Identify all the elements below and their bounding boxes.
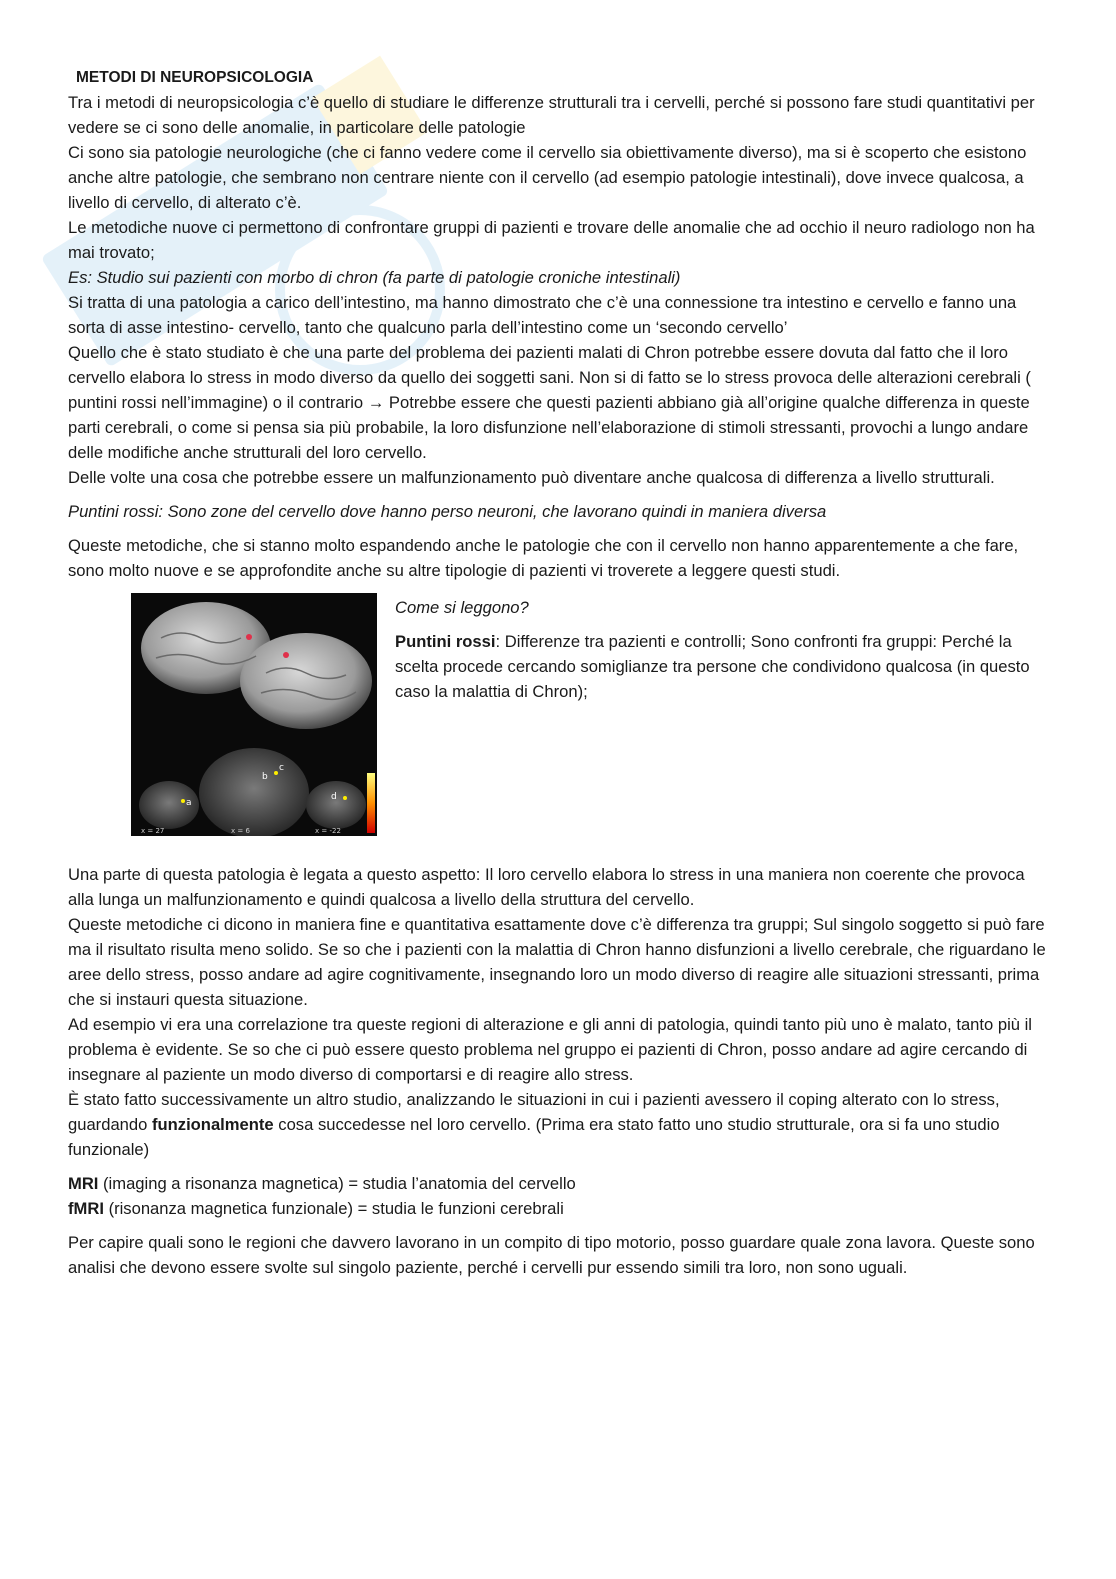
text-span: cosa succedesse nel loro cervello. (Prima era stato fatto uno studio strutturale, ora si fa uno studio funzionale) [68,1115,1000,1159]
hotspot [283,652,289,658]
figure-description-text: : Differenze tra pazienti e controlli; Sono confronti fra gruppi: Perché la scelta procede cercando somiglianze tra persone che condividono qualcosa (in questo caso la malattia di Chron); [395,632,1030,701]
paragraph: Per capire quali sono le regioni che davvero lavorano in un compito di tipo motorio, posso guardare quale zona lavora. Queste sono analisi che devono essere svolte sul singolo paziente, perché i cervelli pur essendo simili tra loro, non sono uguali. [68,1233,1035,1277]
color-scale-bar [367,773,375,833]
mri-text: (imaging a risonanza magnetica) = studia l’anatomia del cervello [98,1174,576,1193]
paragraph: Quello che è stato studiato è che una parte del problema dei pazienti malati di Chron potrebbe essere dovuta dal fatto che il loro cervello elabora lo stress in modo diverso da quello dei soggetti sani. Non si di fatto se lo stress provoca delle alterazioni cerebrali ( puntini rossi nell’immagine) o il contrario → Potrebbe essere che questi pazienti abbiano già all’origine qualche differenza in queste parti cerebrali, o come si pensa sia più probabile, la loro disfunzione nell’elaborazione di stimoli stressanti, provochi a lungo andare delle modifiche anche strutturali del loro cervello. [68,343,1031,462]
hotspot [246,634,252,640]
label-c: c [279,763,284,773]
paragraph [68,1087,1048,1162]
brain-right-view [240,633,372,729]
mri-term: MRI [68,1174,99,1193]
label-a: a [186,798,192,808]
fmri-term: fMRI [68,1199,104,1218]
bold-term: funzionalmente [151,1115,274,1134]
document-body [68,66,1048,1280]
red-dots-note: Puntini rossi: Sono zone del cervello dove hanno perso neuroni, che lavorano quindi in maniera diversa [68,502,827,521]
paragraph: Delle volte una cosa che potrebbe essere un malfunzionamento può diventare anche qualcosa di differenza a livello strutturali. [68,468,995,487]
figure-explanation [395,595,1045,836]
mri-definition [68,1171,1048,1196]
paragraph: Ad esempio vi era una correlazione tra queste regioni di alterazione e gli anni di patologia, quindi tanto più uno è malato, tanto più il problema è evidente. Se so che ci può essere questo problema nel gruppo ei pazienti di Chron, posso andare ad agire cercando di insegnare al paziente un modo diverso di comportarsi e di reagire allo stress. [68,1015,1032,1084]
paragraph: Tra i metodi di neuropsicologia c’è quello di studiare le differenze strutturali tra i cervelli, perché si possono fare studi quantitativi per vedere se ci sono delle anomalie, in particolare delle patologie [68,93,1035,137]
figure-row [68,593,1048,836]
paragraph: Queste metodiche ci dicono in maniera fine e quantitativa esattamente dove c’è differenza tra gruppi; Sul singolo soggetto si può fare ma il risultato risulta meno solido. Se so che i pazienti con la malattia di Chron hanno disfunzioni a livello cerebrale, che riguardano le aree dello stress, posso andare ad agire cognitivamente, insegnando loro un modo diverso di reagire alle situazioni stressanti, prima che si instauri questa situazione. [68,915,1046,1009]
figure-caption: Come si leggono? [395,598,529,617]
paragraph: Si tratta di una patologia a carico dell’intestino, ma hanno dimostrato che c’è una connessione tra intestino e cervello e fanno una sorta di asse intestino- cervello, tanto che qualcuno parla dell’intestino come un ‘secondo cervello’ [68,293,1017,337]
brain-figure [131,593,377,836]
coord-x2: x = 6 [231,827,250,835]
figure-description [395,629,1045,704]
fmri-text: (risonanza magnetica funzionale) = studia le funzioni cerebrali [103,1199,564,1218]
coord-x3: x = -22 [315,827,341,835]
label-d: d [331,792,337,802]
brain-scan-image [131,593,377,836]
sagittal-slice-right [306,781,366,829]
paragraph: Le metodiche nuove ci permettono di confrontare gruppi di pazienti e trovare delle anomalie che ad occhio il neuro radiologo non ha mai trovato; [68,218,1035,262]
paragraph: Una parte di questa patologia è legata a questo aspetto: Il loro cervello elabora lo stress in una maniera non coerente che provoca alla lunga un malfunzionamento e quindi qualcosa a livello della struttura del cervello. [68,865,1025,909]
label-b: b [262,772,268,782]
paragraph: Queste metodiche, che si stanno molto espandendo anche le patologie che con il cervello non hanno apparentemente a che fare, sono molto nuove e se approfondite anche su altre tipologie di pazienti vi troverete a leggere questi studi. [68,536,1019,580]
sagittal-slice-center [199,748,309,836]
text-span: È stato fatto successivamente un altro studio, analizzando le situazioni in cui i pazienti avessero il coping alterato con lo stress, guardando [68,1090,1000,1134]
page-title: METODI DI NEUROPSICOLOGIA [76,69,314,86]
paragraph: Ci sono sia patologie neurologiche (che ci fanno vedere come il cervello sia obiettivamente diverso), ma si è scoperto che esistono anche altre patologie, che sembrano non centrare niente con il cervello (ad esempio patologie intestinali), dove invece qualcosa, a livello di cervello, di alterato c’è. [68,143,1027,212]
fmri-definition [68,1196,1048,1221]
figure-bold-lead: Puntini rossi [395,632,496,651]
coord-x1: x = 27 [141,827,165,835]
example-heading: Es: Studio sui pazienti con morbo di chron (fa parte di patologie croniche intestinali) [68,268,681,287]
